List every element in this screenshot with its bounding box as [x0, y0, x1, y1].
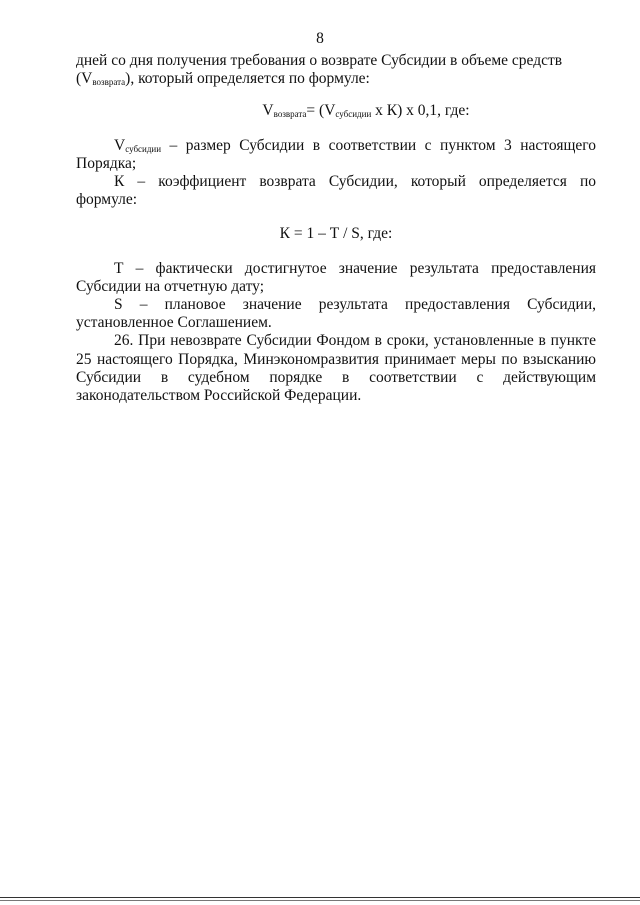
formula1-v-subscript: возврата [273, 109, 307, 120]
intro-line-2: ), который определяется по формуле: [125, 70, 370, 88]
intro-line-1: дней со дня получения требования о возврате Субсидии в объеме средств [76, 52, 563, 69]
scan-bottom-edge-2 [0, 900, 640, 901]
formula-return-amount [76, 102, 596, 120]
intro-v-open: (V [76, 70, 93, 88]
formula1-v: V [262, 102, 274, 120]
definition-v-subsidy [76, 137, 596, 173]
intro-v-subscript: возврата [92, 77, 126, 88]
page-number: 8 [316, 30, 324, 47]
formula1-end: х К) х 0,1, где: [371, 102, 470, 120]
definition-t: Т – фактически достигнутое значение результата предоставления Субсидии на отчетную дату; [76, 259, 596, 295]
paragraph-26: 26. При невозврате Субсидии Фондом в сроки, установленные в пункте 25 настоящего Порядка, Минэкономразвития принимает меры по взысканию Субсидии в судебном порядке в соответствии с действующим законодательством Российской Федерации. [76, 332, 596, 405]
scan-bottom-edge [0, 897, 640, 898]
def-v-subscript: субсидии [125, 143, 162, 154]
formula1-mid-subscript: субсидии [335, 109, 372, 120]
definition-s: S – плановое значение результата предоставления Субсидии, установленное Соглашением. [76, 296, 596, 332]
def-v-text: – размер Субсидии в соответствии с пунктом 3 настоящего Порядка; [76, 136, 596, 172]
formula-coefficient: К = 1 – Т / S, где: [279, 225, 393, 243]
intro-paragraph [76, 52, 596, 88]
formula1-mid: = (V [306, 102, 336, 120]
def-v-letter: V [114, 136, 126, 154]
document-body [76, 52, 596, 405]
definition-k: К – коэффициент возврата Субсидии, который определяется по формуле: [76, 173, 596, 209]
